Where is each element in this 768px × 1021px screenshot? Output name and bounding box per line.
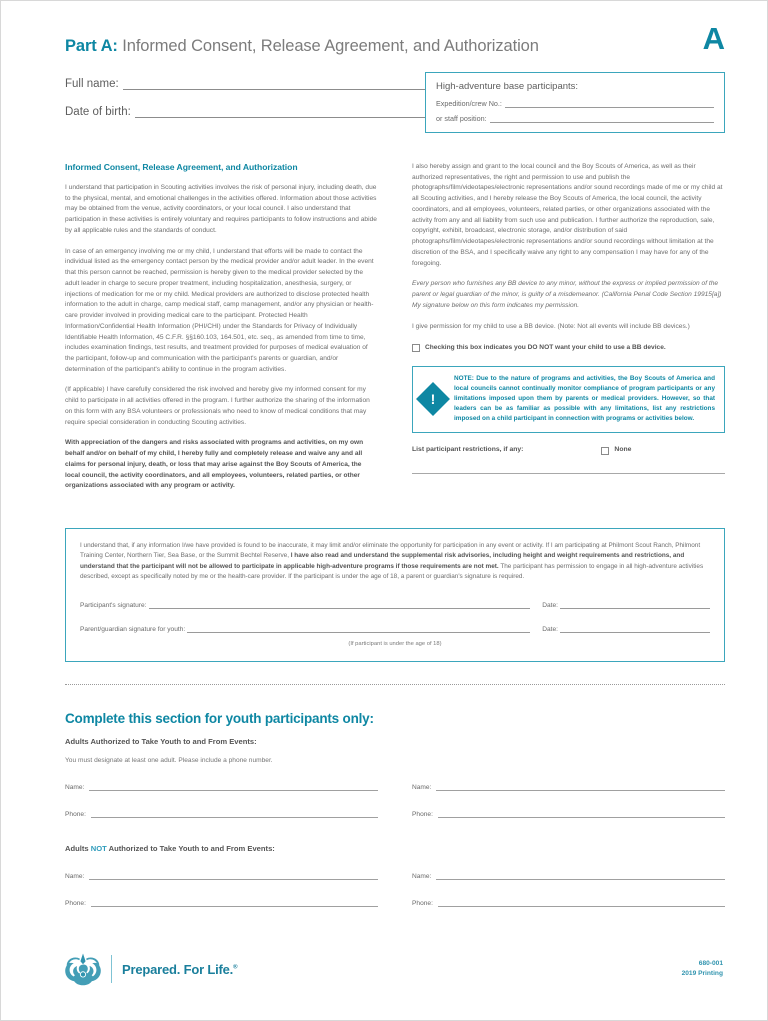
not-authorized-phone-label-2: Phone:	[412, 899, 433, 907]
consent-paragraph-2: In case of an emergency involving me or my child, I understand that efforts will be made to contact the individual listed as the emergency contact person by the medical provider and/or adult leader. In the event that this person cannot be reached, permission is hereby given to the medical provider selected by the adult leader in charge to secure proper treatment, including hospitalization, anesthesia, surgery, or injections of medication for me or my child. Medical providers are authorized to disclose protected health information to the adult in charge, camp medical staff, camp management, and/or any physician or health-care provider involved in providing medical care to the participant. Protected Health Information/Confidential Health Information (PHI/CHI) under the Standards for Privacy of Individually Identifiable Health Information, 45 C.F.R. §§160.103, 164.501, etc. seq., as amended from time to time, includes examination findings, test results, and treatment provided for purposes of medical evaluation of the participant, follow-up and communication with the participant's parents or guardian, and/or determination of the participant's ability to continue in the program activities.	[65, 247, 374, 373]
date-of-birth-input[interactable]	[135, 106, 425, 118]
restrictions-label: List participant restrictions, if any:	[412, 446, 524, 454]
brand-tagline-text: Prepared. For Life.	[122, 961, 234, 977]
authorized-phone-field-2[interactable]	[412, 808, 725, 818]
authorized-name-input-1[interactable]	[89, 781, 378, 791]
acknowledgement-signature-box	[65, 528, 725, 662]
restrictions-input[interactable]	[412, 472, 725, 474]
full-name-field[interactable]	[65, 78, 425, 90]
not-authorized-prefix: Adults	[65, 843, 91, 853]
not-authorized-phone-input-2[interactable]	[438, 897, 725, 907]
staff-position-input[interactable]	[490, 114, 714, 123]
not-authorized-phone-label-1: Phone:	[65, 899, 86, 907]
acknowledgement-text-part1: I understand that, if any information I/we have provided is found to be inaccurate, it may limit and/or eliminate the opportunity for participation in any event or activity. If I am participating at Philmont Scout Ranch, Philmont Training Center, Northern Tier, Sea Base, or the Summit Bechtel Reserve,	[80, 542, 701, 560]
not-authorized-emphasis: NOT	[90, 843, 107, 853]
expedition-label: Expedition/crew No.:	[436, 99, 502, 108]
not-authorized-name-row	[65, 870, 725, 880]
youth-section-title: Complete this section for youth participants only:	[65, 710, 374, 726]
authorized-phone-label-2: Phone:	[412, 810, 433, 818]
authorized-name-label-2: Name:	[412, 783, 432, 791]
authorized-phone-input-2[interactable]	[438, 808, 725, 818]
high-adventure-title: High-adventure base participants:	[436, 81, 579, 92]
page-title	[65, 37, 725, 56]
parent-signature-footnote: (If participant is under the age of 18)	[348, 640, 442, 647]
not-authorized-phone-input-1[interactable]	[91, 897, 378, 907]
authorized-name-field-1[interactable]	[65, 781, 378, 791]
consent-section-heading: Informed Consent, Release Agreement, and Authorization	[65, 162, 298, 172]
participant-signature-input[interactable]	[149, 599, 531, 609]
full-name-input[interactable]	[123, 78, 425, 90]
page-footer	[65, 952, 723, 986]
participant-signature-row[interactable]	[80, 599, 710, 609]
acknowledgement-text	[80, 541, 710, 583]
restrictions-row	[412, 446, 725, 455]
form-number: 680-001	[698, 960, 723, 968]
not-authorized-name-field-1[interactable]	[65, 870, 378, 880]
logo-divider	[111, 955, 112, 983]
participant-date-input[interactable]	[560, 599, 710, 609]
not-authorized-suffix: Authorized to Take Youth to and From Events:	[106, 843, 275, 853]
left-column	[65, 162, 378, 502]
parent-date-label: Date:	[542, 625, 558, 633]
authorized-name-label-1: Name:	[65, 783, 85, 791]
authorized-phone-row	[65, 808, 725, 818]
expedition-input[interactable]	[505, 99, 714, 108]
not-authorized-phone-field-2[interactable]	[412, 897, 725, 907]
authorized-phone-input-1[interactable]	[91, 808, 378, 818]
parent-date-input[interactable]	[560, 623, 710, 633]
exclamation-diamond-icon	[416, 382, 450, 416]
release-waiver-paragraph: With appreciation of the dangers and risks associated with programs and activities, on my own behalf and/or on behalf of my child, I hereby fully and completely release and waive any and all claims for personal injury, death, or loss that may arise against the Boy Scouts of America, the local council, the activity coordinators, and all employees, volunteers, related parties, or other organizations associated with any program or activity.	[65, 439, 364, 490]
bsa-brand-lockup	[65, 952, 237, 986]
not-authorized-name-field-2[interactable]	[412, 870, 725, 880]
consent-paragraph-1: I understand that participation in Scouting activities involves the risk of personal injury, including death, due to the physical, mental, and emotional challenges in the activities offered. Information about those activities may be obtained from the venue, activity coordinators, or your local council. I also understand that participation in these activities is entirely voluntary and requires participants to follow instructions and abide by all applicable rules and the standards of conduct.	[65, 184, 377, 234]
dotted-cut-divider	[65, 684, 725, 685]
authorized-name-field-2[interactable]	[412, 781, 725, 791]
not-authorized-phone-row	[65, 897, 725, 907]
staff-position-label: or staff position:	[436, 114, 487, 123]
printing-year: 2019 Printing	[681, 970, 723, 977]
acknowledgement-text-part2: The participant has permission to engage in all high-adventure activities described, except as specifically noted by me or the health-care provider. If the participant is under the age of 18, a parent or guardian's signature is required.	[80, 562, 704, 581]
not-authorized-name-label-2: Name:	[412, 872, 432, 880]
bb-permission-paragraph: I give permission for my child to use a BB device. (Note: Not all events will include BB devices.)	[412, 322, 690, 330]
bsa-fleur-de-lis-logo	[65, 952, 101, 986]
date-of-birth-field[interactable]	[65, 106, 425, 118]
bb-device-law-paragraph: Every person who furnishes any BB device to any minor, without the express or implied permission of the parent or legal guardian of the minor, is guilty of a misdemeanor. (California Penal Code Section 19915[a]) My signature below on this form indicates my permission.	[412, 280, 722, 309]
not-authorized-adults-heading	[65, 844, 725, 853]
not-authorized-name-label-1: Name:	[65, 872, 85, 880]
expedition-field[interactable]	[436, 99, 714, 108]
parent-signature-input[interactable]	[187, 623, 530, 633]
note-callout-text: NOTE: Due to the nature of programs and activities, the Boy Scouts of America and local councils cannot continually monitor compliance of program participants or any limitations imposed upon them by parents or medical providers. However, so that leaders can be as familiar as possible with any limitations, list any restrictions imposed on a child participant in connection with programs or activities below.	[454, 374, 715, 422]
not-authorized-name-input-2[interactable]	[436, 870, 725, 880]
restrictions-none-label: None	[614, 446, 632, 454]
media-release-paragraph: I also hereby assign and grant to the local council and the Boy Scouts of America, as well as their authorized representatives, the right and permission to use and publish the photographs/film/videotapes/electronic representations and/or sound recordings made of me or my child at all Scouting activities, and I hereby release the Boy Scouts of America, the local council, the activity coordinators, and all employees, volunteers, related parties, or other organizations associated with the activity from any and all liability from such use and publication. I further authorize the reproduction, sale, copyright, exhibit, broadcast, electronic storage, and/or distribution of said photographs/film/videotapes/electronic representations and/or sound recordings without limitation at the discretion of the BSA, and I specifically waive any right to any compensation I may have for any of the foregoing.	[412, 163, 723, 267]
note-callout-box	[412, 366, 725, 434]
identity-block	[65, 78, 725, 136]
high-adventure-box	[425, 72, 725, 133]
page-content	[65, 1, 725, 907]
date-of-birth-label: Date of birth:	[65, 106, 131, 118]
authorized-phone-label-1: Phone:	[65, 810, 86, 818]
acknowledgement-text-bold: I have also read and understand the supplemental risk advisories, including height and weight requirements and restrictions, and understand that the participant will not be allowed to participate in applicable high-adventure programs if those requirements are not met.	[80, 552, 685, 570]
participant-date-label: Date:	[542, 601, 558, 609]
authorized-name-row	[65, 781, 725, 791]
part-title: Informed Consent, Release Agreement, and Authorization	[122, 37, 539, 55]
form-meta	[682, 959, 723, 979]
authorized-adults-hint: You must designate at least one adult. Please include a phone number.	[65, 756, 273, 764]
restrictions-none-checkbox[interactable]	[601, 447, 609, 455]
parent-signature-row[interactable]	[80, 623, 710, 633]
consent-columns	[65, 162, 725, 502]
consent-paragraph-3: (If applicable) I have carefully considered the risk involved and hereby give my informed consent for my child to participate in all activities offered in the program. I further authorize the sharing of the information on this form with any BSA volunteers or professionals who need to know of medical conditions that may require special consideration in conducting Scouting activities.	[65, 386, 370, 426]
bb-optout-checkbox-row[interactable]	[412, 343, 725, 352]
parent-signature-label: Parent/guardian signature for youth:	[80, 625, 186, 633]
not-authorized-name-input-1[interactable]	[89, 870, 378, 880]
not-authorized-phone-field-1[interactable]	[65, 897, 378, 907]
bb-optout-label: Checking this box indicates you DO NOT want your child to use a BB device.	[425, 344, 666, 352]
bb-optout-checkbox[interactable]	[412, 344, 420, 352]
part-badge-a: A	[702, 21, 725, 56]
participant-signature-label: Participant's signature:	[80, 601, 147, 609]
authorized-adults-heading: Adults Authorized to Take Youth to and From Events:	[65, 736, 257, 746]
page-header	[65, 1, 725, 56]
full-name-label: Full name:	[65, 78, 119, 90]
brand-tagline	[122, 962, 237, 977]
authorized-phone-field-1[interactable]	[65, 808, 378, 818]
registered-mark: ®	[233, 964, 238, 971]
staff-position-field[interactable]	[436, 114, 714, 123]
right-column	[412, 162, 725, 502]
authorized-name-input-2[interactable]	[436, 781, 725, 791]
part-label: Part A:	[65, 37, 118, 55]
restrictions-none-option[interactable]	[601, 446, 631, 455]
